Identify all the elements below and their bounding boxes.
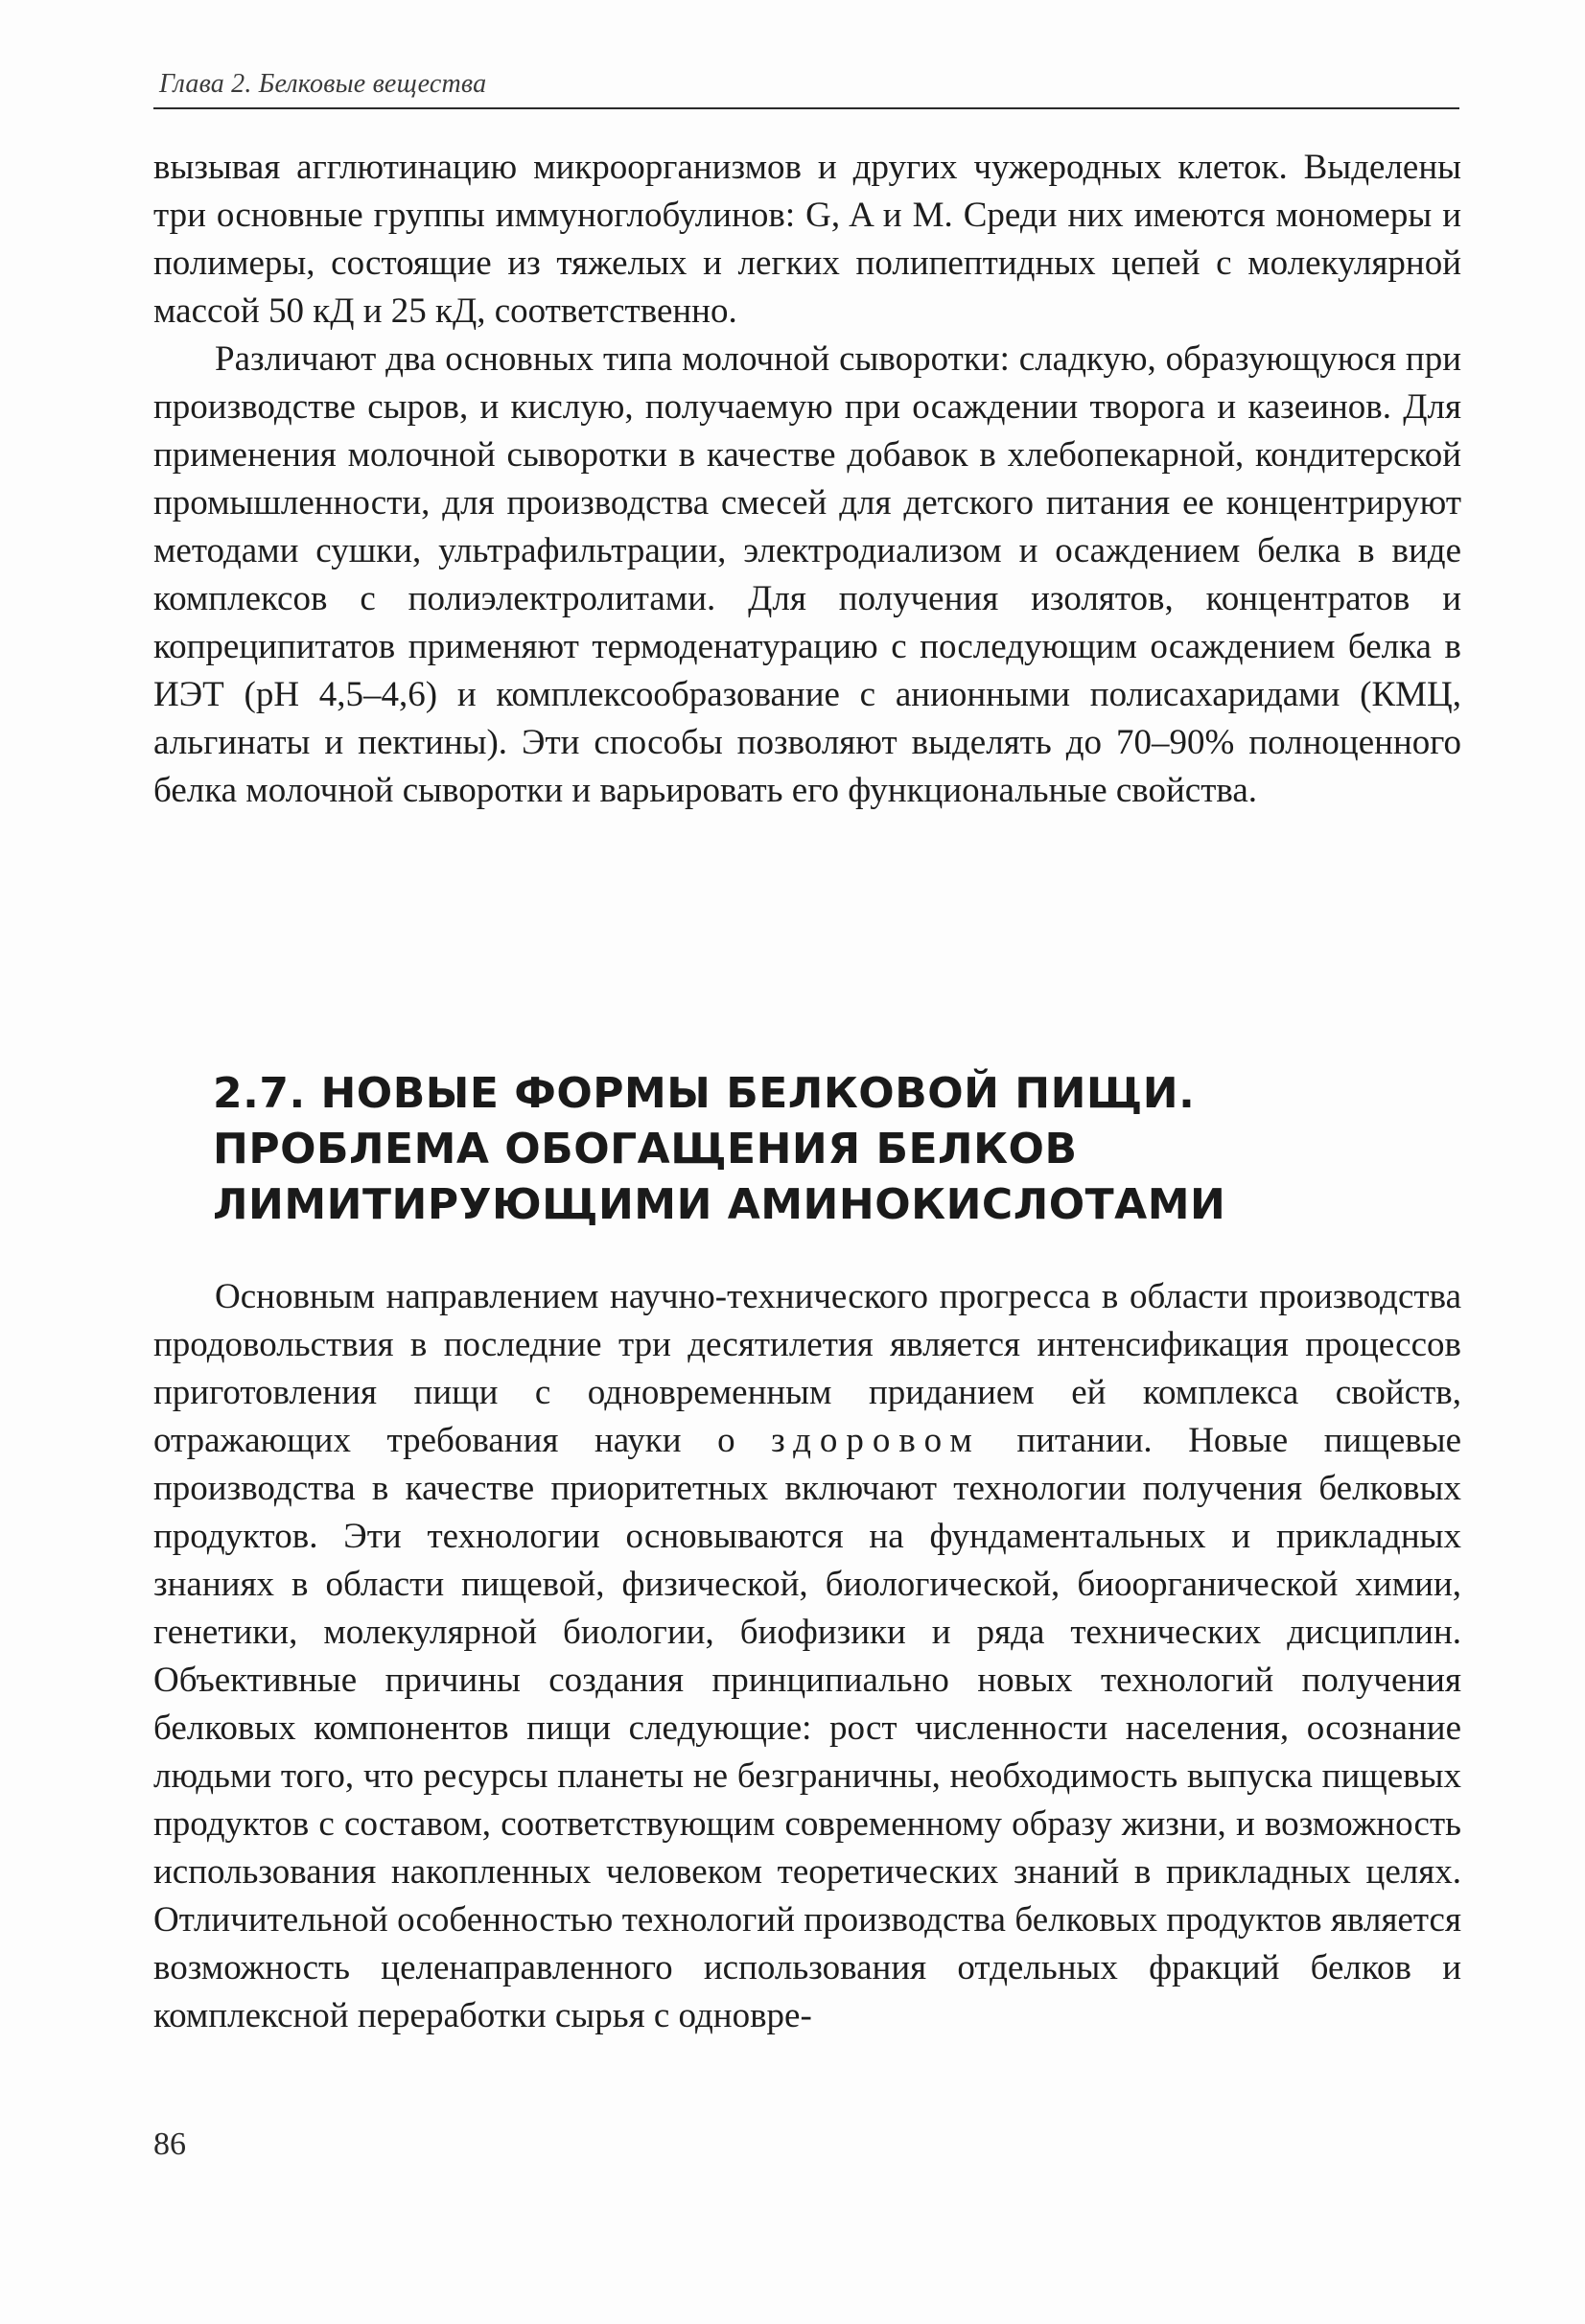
emphasis-spaced-word: здоровом	[771, 1421, 981, 1460]
paragraph-continued: вызывая агглютинацию микроорганизмов и других чужеродных клеток. Выделены три основные группы иммуноглобулинов: G, A и M. Среди них имеются мономеры и полимеры, состоящие из тяжелых и легких полипептидных цепей с молекулярной массой 50 кД и 25 кД, соответственно.	[153, 148, 1461, 331]
header-rule	[153, 107, 1459, 109]
text-block-bottom	[153, 1273, 1461, 2040]
section-heading-line-1: 2.7. НОВЫЕ ФОРМЫ БЕЛКОВОЙ ПИЩИ.	[213, 1069, 1196, 1118]
section-heading	[213, 1066, 1440, 1233]
text-block-top	[153, 144, 1461, 815]
paragraph-whey: Различают два основных типа молочной сыворотки: сладкую, образующуюся при производстве сыров, и кислую, получаемую при осаждении творога и казеинов. Для применения молочной сыворотки в качестве добавок в хлебопекарной, кондитерской промышленности, для производства смесей для детского питания ее концентрируют методами сушки, ультрафильтрации, электродиализом и осаждением белка в виде комплексов с полиэлектролитами. Для получения изолятов, концентратов и копреципитатов применяют термоденатурацию с последующим осаждением белка в ИЭТ (pH 4,5–4,6) и комплексообразование с анионными полисахаридами (КМЦ, альгинаты и пектины). Эти способы позволяют выделять до 70–90% полноценного белка молочной сыворотки и варьировать его функциональные свойства.	[153, 339, 1461, 810]
section-heading-line-2: ПРОБЛЕМА ОБОГАЩЕНИЯ БЕЛКОВ	[213, 1125, 1078, 1174]
page-number: 86	[153, 2126, 186, 2162]
paragraph-new-protein-forms	[153, 1273, 1461, 2040]
paragraph-text-end: питании. Новые пищевые производства в качестве приоритетных включают технологии получения белковых продуктов. Эти технологии основываются на фундаментальных и прикладных знаниях в области пищевой, физической, биологической, биоорганической химии, генетики, молекулярной биологии, биофизики и ряда технических дисциплин. Объективные причины создания принципиально новых технологий получения белковых компонентов пищи следующие: рост численности населения, осознание людьми того, что ресурсы планеты не безграничны, необходимость выпуска пищевых продуктов с составом, соответствующим современному образу жизни, и возможность использования накопленных человеком теоретических знаний в прикладных целях. Отличительной особенностью технологий производства белковых продуктов является возможность целенаправленного использования отдельных фракций белков и комплексной переработки сырья с одновре-	[153, 1421, 1461, 2035]
running-head: Глава 2. Белковые вещества	[159, 69, 487, 99]
section-heading-line-3: ЛИМИТИРУЮЩИМИ АМИНОКИСЛОТАМИ	[213, 1180, 1226, 1229]
paragraph-text-start: Основным направлением научно-технического прогресса в области производства продовольствия в последние три десятилетия является интенсификация процессов приготовления пищи с одновременным приданием ей комплекса свойств, отражающих требования науки о	[153, 1277, 1461, 1460]
